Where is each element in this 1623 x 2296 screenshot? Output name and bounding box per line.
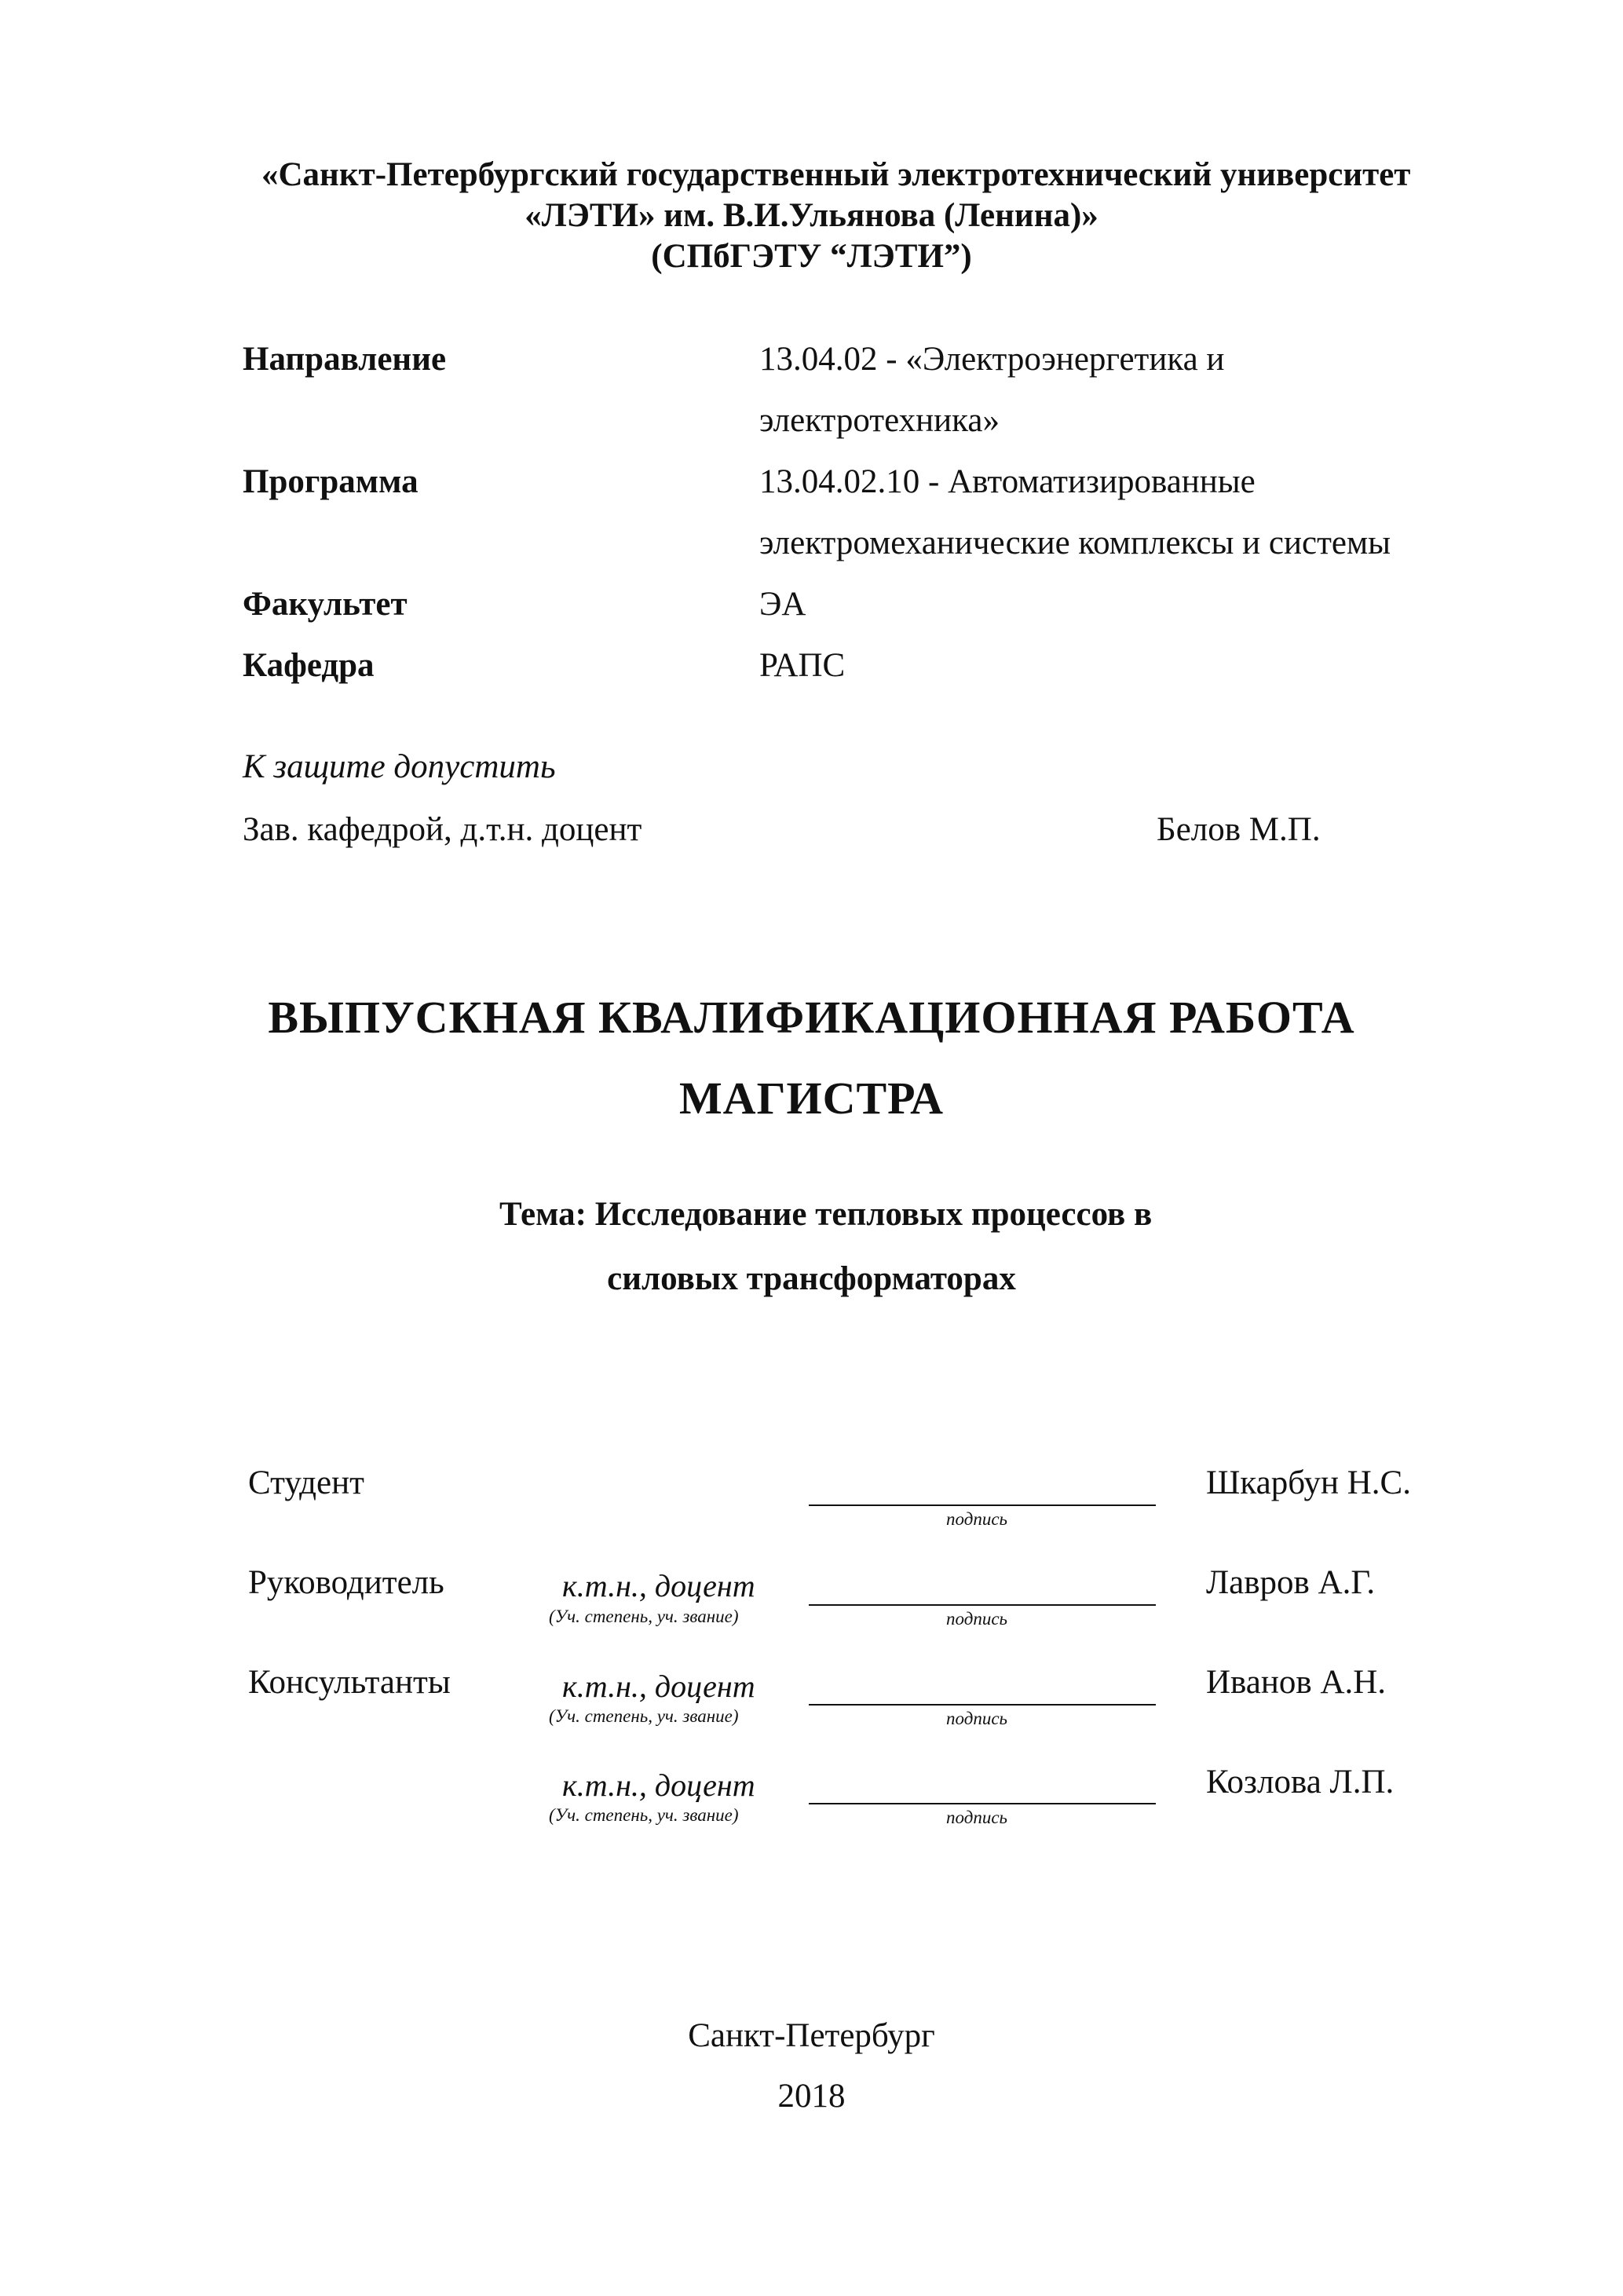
city: Санкт-Петербург (688, 2017, 935, 2054)
supervisor-rank-caption: (Уч. степень, уч. звание) (549, 1607, 739, 1626)
head-of-department-name: Белов М.П. (1157, 811, 1321, 848)
consultant1-name: Иванов А.Н. (1206, 1664, 1387, 1701)
department-value: РАПС (759, 647, 846, 684)
topic-line2: силовых трансформаторах (607, 1260, 1016, 1297)
consultants-label: Консультанты (248, 1664, 451, 1701)
program-value-line2: электромеханические комплексы и системы (759, 525, 1391, 561)
consultant1-rank-caption: (Уч. степень, уч. звание) (549, 1706, 739, 1726)
student-signature-caption: подпись (946, 1509, 1008, 1529)
faculty-label: Факультет (243, 586, 408, 623)
consultant2-rank: к.т.н., доцент (562, 1768, 755, 1803)
direction-value-line2: электротехника» (759, 402, 1000, 439)
program-label: Программа (243, 463, 419, 500)
work-title-line2: МАГИСТРА (678, 1073, 945, 1124)
university-abbreviation: (СПбГЭТУ “ЛЭТИ”) (651, 238, 972, 275)
department-label: Кафедра (243, 647, 375, 684)
consultant1-signature-line (809, 1704, 1156, 1706)
year: 2018 (777, 2078, 846, 2115)
faculty-value: ЭА (759, 586, 806, 623)
direction-label: Направление (243, 341, 447, 378)
university-name-line1: «Санкт-Петербургский государственный электротехнический университет (261, 156, 1411, 193)
consultant2-rank-caption: (Уч. степень, уч. звание) (549, 1805, 739, 1825)
head-of-department-role: Зав. кафедрой, д.т.н. доцент (243, 811, 642, 848)
student-signature-line (809, 1504, 1156, 1506)
supervisor-label: Руководитель (248, 1564, 444, 1601)
topic-line1: Тема: Исследование тепловых процессов в (499, 1196, 1153, 1233)
student-label: Студент (248, 1464, 364, 1501)
consultant2-signature-line (809, 1803, 1156, 1804)
admit-to-defense: К защите допустить (243, 748, 556, 785)
supervisor-signature-caption: подпись (946, 1609, 1008, 1629)
supervisor-rank: к.т.н., доцент (562, 1568, 755, 1603)
work-title-line1: ВЫПУСКНАЯ КВАЛИФИКАЦИОННАЯ РАБОТА (268, 992, 1355, 1043)
program-value-line1: 13.04.02.10 - Автоматизированные (759, 463, 1256, 500)
supervisor-signature-line (809, 1604, 1156, 1606)
consultant1-rank: к.т.н., доцент (562, 1669, 755, 1704)
direction-value-line1: 13.04.02 - «Электроэнергетика и (759, 341, 1225, 378)
supervisor-name: Лавров А.Г. (1206, 1564, 1376, 1601)
university-name-line2: «ЛЭТИ» им. В.И.Ульянова (Ленина)» (525, 197, 1098, 234)
consultant1-signature-caption: подпись (946, 1709, 1008, 1728)
consultant2-name: Козлова Л.П. (1206, 1764, 1395, 1801)
student-name: Шкарбун Н.С. (1206, 1464, 1411, 1501)
consultant2-signature-caption: подпись (946, 1808, 1008, 1827)
